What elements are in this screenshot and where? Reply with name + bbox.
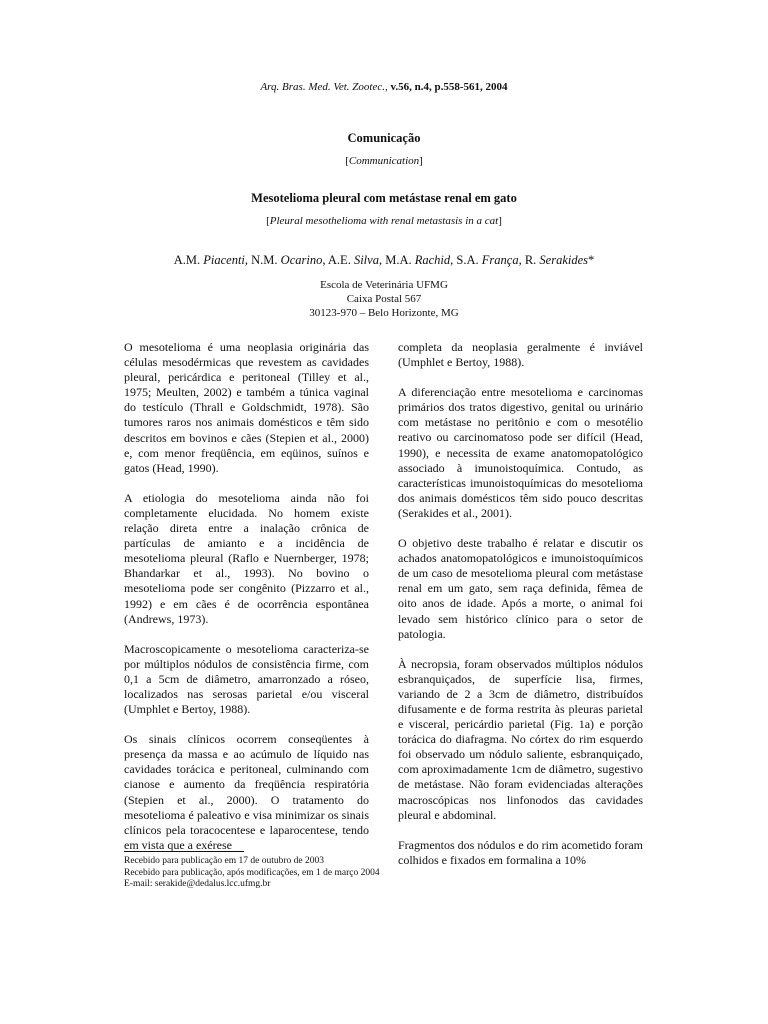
journal-name: Arq. Bras. Med. Vet. Zootec., [260, 81, 388, 93]
body-paragraph: completa da neoplasia geralmente é inviável (Umphlet e Bertoy, 1988). [398, 340, 643, 370]
author [174, 253, 251, 267]
body-paragraph: Fragmentos dos nódulos e do rim acometido foram colhidos e fixados em formalina a 10% [398, 837, 643, 867]
author-separator: , [322, 253, 328, 267]
article-title-english [0, 215, 768, 227]
author [251, 253, 328, 267]
author-separator: , [450, 253, 457, 267]
author [456, 253, 524, 267]
affiliation [0, 278, 768, 320]
footnote-divider [124, 851, 244, 852]
author-initials: S.A. [456, 253, 479, 267]
author-initials: R. [524, 253, 537, 267]
author-surname: Rachid [414, 253, 451, 267]
author-initials: A.M. [173, 253, 201, 267]
body-paragraph: Os sinais clínicos ocorrem conseqüentes à presença da massa e ao acúmulo de líquido nas cavidades torácica e peritoneal, culminando com cianose e aumento da freqüência respiratória (Stepien et al., 2000). O tratamento do mesotelioma é paleativo e visa minimizar os sinais clínicos pela toracocentese e laparocentese, tendo em vista que a exérese [124, 732, 369, 852]
bracket-open: [ [345, 155, 349, 167]
journal-citation [0, 81, 768, 93]
author-initials: N.M. [251, 253, 278, 267]
author [525, 253, 594, 267]
body-paragraph: O mesotelioma é uma neoplasia originária das células mesodérmicas que revestem as cavidades pleural, pericárdica e peritoneal (Tilley et al., 1975; Meulten, 2002) e também a túnica vaginal do testículo (Thrall e Goldschmidt, 1978). São tumores raros nos animais domésticos e têm sido descritos em bovinos e cães (Stepien et al., 2000) e, com menor freqüência, em eqüinos, suínos e gatos (Head, 1990). [124, 340, 369, 475]
author-surname: Silva [353, 253, 379, 267]
author-initials: A.E. [327, 253, 351, 267]
author-separator: , [518, 253, 525, 267]
section-label-english [0, 155, 768, 167]
bracket-open: [ [266, 215, 270, 227]
article-title-english-text: Pleural mesothelioma with renal metastasis in a cat [269, 215, 499, 227]
author-separator: , [378, 253, 386, 267]
author-list [0, 253, 768, 268]
author-surname: Ocarino [280, 253, 323, 267]
author-surname: Piacenti [203, 253, 245, 267]
body-paragraph: Macroscopicamente o mesotelioma caracteriza-se por múltiplos nódulos de consistência firme, com 0,1 a 5cm de diâmetro, amarronzado a róseo, localizados nas serosas parietal e/ou visceral (Umphlet e Bertoy, 1988). [124, 641, 369, 717]
body-paragraph: O objetivo deste trabalho é relatar e discutir os achados anatomopatológicos e imunoistoquímicos de um caso de mesotelioma pleural com metástase renal em um gato, sem raça definida, fêmea de oito anos de idade. Após a morte, o animal foi levado sem histórico clínico para o setor de patologia. [398, 536, 643, 641]
footnote-received: Recebido para publicação em 17 de outubro de 2003 [124, 856, 324, 866]
body-column-left [124, 340, 369, 868]
article-title: Mesotelioma pleural com metástase renal em gato [251, 191, 517, 205]
author [328, 253, 385, 267]
affiliation-institution: Escola de Veterinária UFMG [320, 279, 448, 291]
section-label-english-text: Communication [348, 155, 420, 167]
affiliation-city: 30123-970 – Belo Horizonte, MG [309, 307, 459, 319]
body-paragraph: À necropsia, foram observados múltiplos nódulos esbranquiçados, de superfície lisa, firmes, variando de 2 a 3cm de diâmetro, distribuídos difusamente e de forma restrita às pleuras parietal e visceral, pericárdio parietal (Fig. 1a) e porção torácica do diafragma. No córtex do rim esquerdo foi observado um nódulo saliente, esbranquiçado, com aproximadamente 1cm de diâmetro, sugestivo de metástase. Não foram evidenciadas alterações macroscópicas nos linfonodos das cavidades pleural e abdominal. [398, 656, 643, 822]
author-separator: , [244, 253, 252, 267]
body-column-right [398, 340, 643, 883]
bracket-close: ] [498, 215, 502, 227]
section-label: Comunicação [347, 131, 421, 145]
journal-volume: v.56, n.4, p.558-561, 2004 [390, 81, 508, 93]
author-separator: * [588, 253, 595, 267]
footnote-revised: Recebido para publicação, após modificações, em 1 de março 2004 [124, 867, 380, 878]
body-paragraph: A diferenciação entre mesotelioma e carcinomas primários dos tratos digestivo, genital ou urinário com metástase no peritônio e com o mesotélio reativo ou carcinomatoso pode ser difícil (Head, 1990), e necessita de exame anatomopatológico associado à imunoistoquímica. Contudo, as características imunoistoquímicas do mesotelioma dos animais domésticos têm sido pouco descritas (Serakides et al., 2001). [398, 385, 643, 520]
author [385, 253, 456, 267]
body-paragraph: A etiologia do mesotelioma ainda não foi completamente elucidada. No homem existe relação direta entre a inalação crônica de partículas de amianto e a incidência de mesotelioma pleural (Raflo e Nuernberger, 1978; Bhandarkar et al., 1993). No bovino o mesotelioma pode ser congênito (Pizzarro et al., 1992) e em cães é de ocorrência espontânea (Andrews, 1973). [124, 490, 369, 626]
author-surname: Serakides [539, 253, 589, 267]
author-surname: França [481, 253, 519, 267]
footnotes [124, 856, 424, 891]
bracket-close: ] [419, 155, 423, 167]
footnote-email: E-mail: serakide@dedalus.lcc.ufmg.br [124, 879, 271, 889]
affiliation-postal-box: Caixa Postal 567 [346, 293, 422, 305]
author-initials: M.A. [385, 253, 412, 267]
